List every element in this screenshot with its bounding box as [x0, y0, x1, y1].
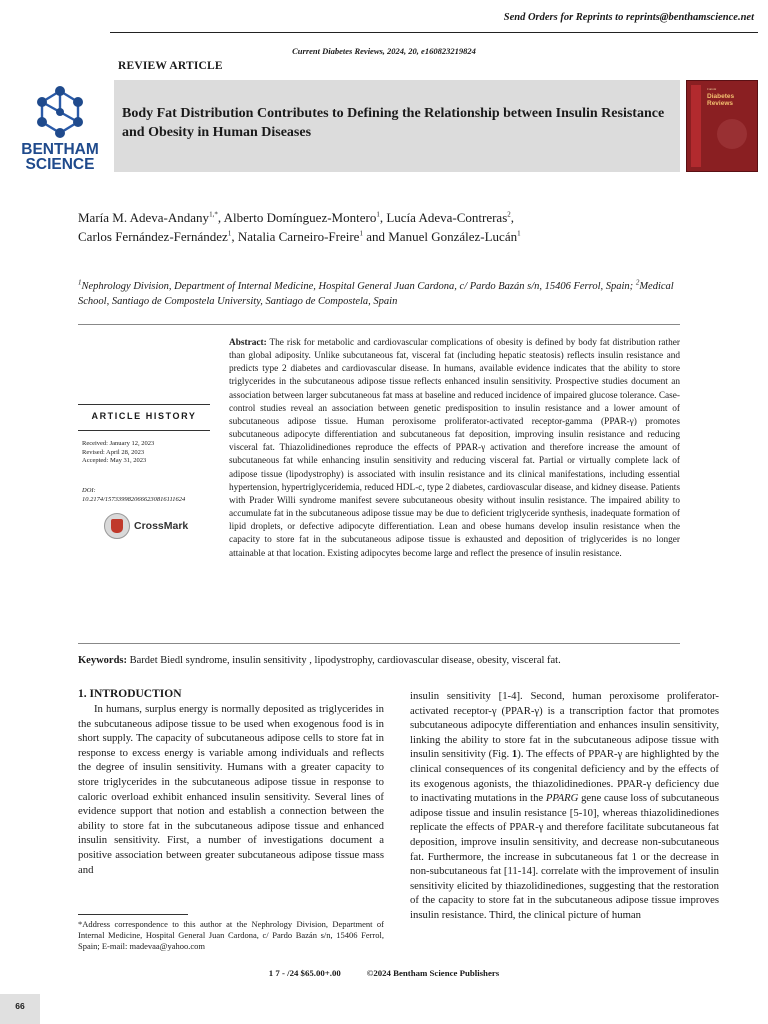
revised-date: Revised: April 28, 2023 — [82, 448, 145, 456]
cover-small-text: Current — [707, 87, 717, 91]
intro-text-b: ). The effects of PPAR-γ are highlighted by the clinical consequences of its congenital deficiency and by the effects of its exogenous agonists, the thiazolidinediones. PPAR-γ deficiency due to inactivating mutations in the — [410, 748, 719, 805]
journal-citation: Current Diabetes Reviews, 2024, 20, e160823219824 — [292, 46, 476, 56]
author-name: Carlos Fernández-Fernández — [78, 229, 228, 244]
article-dates — [82, 440, 154, 466]
author-affiliation-sup: 2 — [507, 210, 511, 219]
correspondence-footnote: *Address correspondence to this author at the Nephrology Division, Department of Internal Medicine, Hospital General Juan Cardona, c/ Pardo Bazán s/n, 15406 Ferrol, Spain; E-mail: madevaa@yahoo.com — [78, 919, 384, 951]
author-affiliation-sup: 1,* — [209, 210, 218, 219]
crossmark-badge[interactable] — [104, 512, 214, 542]
doi-link[interactable]: 10.2174/1573399820666230816111624 — [82, 495, 186, 503]
issn-price: 1 7 - /24 $65.00+.00 — [268, 968, 341, 978]
received-date: Received: January 12, 2023 — [82, 440, 155, 447]
author-name: Natalia Carneiro-Freire — [237, 229, 360, 244]
body-column-left — [78, 702, 384, 877]
cover-title-line1: Diabetes — [707, 93, 735, 100]
crossmark-label: CrossMark — [134, 520, 189, 532]
affiliation-2: Medical School, Santiago de Compostela University, Santiago de Compostela, Spain — [78, 281, 674, 307]
doi-label: DOI: — [82, 487, 96, 494]
body-column-right — [410, 689, 719, 923]
figure-ref[interactable]: 1 — [511, 748, 518, 761]
bentham-science-logo — [12, 82, 108, 172]
keywords-label: Keywords: — [78, 655, 127, 666]
section-heading: 1. INTRODUCTION — [78, 688, 182, 700]
author-name: Alberto Domínguez-Montero — [223, 210, 377, 225]
section-divider — [78, 324, 680, 325]
affiliations — [78, 280, 698, 309]
accepted-date: Accepted: May 31, 2023 — [82, 457, 147, 464]
page-footer — [0, 968, 768, 978]
author-list: María M. Adeva-Andany$^{1,*}$, Alberto Domínguez-Montero$^1$, Lucía Adeva-Contreras$^2$, Carlos Fernández-Fernández$^1$, Natalia Carneiro-Freire$^1$ and Manuel González-Lucán$^1$ — [78, 210, 521, 244]
affiliation-sup: 1 — [78, 278, 82, 287]
cover-strip — [691, 85, 701, 167]
footnote-rule — [78, 914, 188, 915]
intro-text-a: insulin sensitivity [1-4]. Second, human peroxisome proliferator-activated receptor-γ (PPAR-γ) is a transcription factor that promotes subcutaneous adipocyte differentiation and enhances insulin sensitivity, linking the ability to store fat in the subcutaneous adipose tissue with insulin sensitivity (Fig. — [410, 690, 719, 761]
page-number: 66 — [15, 1001, 25, 1011]
intro-paragraph: In humans, surplus energy is normally deposited as triglycerides in the subcutaneous adipose tissue to be used when exogenous food is in short supply. The capacity of subcutaneous adipose cells to store fat in response to excess energy is variable among individuals and reflects the degree of insulin sensitivity. Humans with a greater capacity to store triglycerides in the subcutaneous adipose tissue in response to caloric overload exhibit enhanced insulin sensitivity. Several lines of evidence support that notion and establish a connection between the ability to store fat in the subcutaneous adipose tissue and enhanced insulin sensitivity. First, a number of investigations document a positive association between greater subcutaneous adipose tissue mass and — [78, 703, 384, 876]
keywords-text: Bardet Biedl syndrome, insulin sensitivity , lipodystrophy, cardiovascular disease, obesity, visceral fat. — [129, 655, 561, 666]
author-name: Manuel González-Lucán — [388, 229, 518, 244]
logo-text-science: SCIENCE — [25, 156, 95, 173]
intro-text-c: gene cause loss of subcutaneous adipose tissue and insulin resistance [5-10], whereas thiazolidinediones replicate the effects of PPAR-γ and therefore facilitate subcutaneous fat deposition, improve insulin sensitivity, and decrease non-subcutaneous fat. Furthermore, the increase in subcutaneous fat 1 or the decrease in non-subcutaneous fat [11-14]. correlate with the improvement of insulin sensitivity elicited by thiazolidinediones, suggesting that the restoration of the capacity to store fat in the subcutaneous adipose tissue improves insulin resistance. Third, the clinical picture of human — [410, 792, 719, 921]
article-title: Body Fat Distribution Contributes to Defining the Relationship between Insulin Resistance and Obesity in Human Diseases — [122, 106, 665, 140]
keywords — [78, 655, 688, 666]
copyright: ©2024 Bentham Science Publishers — [366, 968, 500, 978]
logo-text-bentham: BENTHAM — [21, 141, 99, 158]
section-divider — [78, 643, 680, 644]
author-affiliation-sup: 1 — [359, 229, 363, 238]
affiliation-1: Nephrology Division, Department of Internal Medicine, Hospital General Juan Cardona, c/ Pardo Bazán s/n, 15406 Ferrol, Spain; — [81, 281, 636, 292]
abstract-text: The risk for metabolic and cardiovascular complications of obesity is defined by body fat distribution rather than global adiposity. Unlike subcutaneous fat, visceral fat (including hepatic steatosis) reflects insulin resistance and predicts type 2 diabetes and cardiovascular disease. In humans, available evidence indicates that the ability to store triglycerides in the subcutaneous adipose tissue reflects enhanced insulin sensitivity. Prospective studies document an association between larger subcutaneous fat mass at baseline and reduced incidence of impaired glucose tolerance. Case-control studies reveal an association between genetic predisposition to insulin resistance and a lower amount of subcutaneous adipose tissue. Human peroxisome proliferator-activated receptor-gamma (PPAR-γ) promotes subcutaneous adipocyte differentiation and subcutaneous fat deposition, improving insulin resistance and reducing visceral fat. Thiazolidinediones reproduce the effects of PPAR-γ activation and therefore increase the amount of subcutaneous fat while enhancing insulin sensitivity and reducing visceral fat. Partial or virtually complete lack of adipose tissue (lipodystrophy) is associated with insulin resistance and its clinical manifestations, including essential hypertension, hypertriglyceridemia, reduced HDL-c, type 2 diabetes, cardiovascular disease, and kidney disease. Patients with Prader Willi syndrome manifest severe subcutaneous obesity without insulin resistance. The impaired ability to accumulate fat in the subcutaneous adipose tissue may be due to deficient triglyceride synthesis, inadequate formation of lipid droplets, or defective adipocyte differentiation. Lean and obese humans develop insulin resistance when the capacity to store fat in the subcutaneous adipose tissue is exhausted and deposition of triglycerides is no longer attainable at that location. Existing adipocytes become large and reflect the presence of insulin resistance. — [229, 338, 680, 559]
author-affiliation-sup: 1 — [227, 229, 232, 238]
author-affiliation-sup: 1 — [517, 229, 521, 238]
molecule-icon — [12, 82, 108, 140]
affiliation-sup: 2 — [635, 278, 640, 287]
gene-name: PPARG — [545, 792, 579, 805]
article-type: REVIEW ARTICLE — [118, 60, 223, 72]
abstract-label: Abstract: — [229, 338, 267, 348]
author-affiliation-sup: 1 — [376, 210, 380, 219]
journal-cover-thumbnail — [686, 80, 758, 172]
author-name: Lucía Adeva-Contreras — [386, 210, 508, 225]
cover-image — [717, 119, 747, 149]
cover-title — [707, 93, 734, 107]
crossmark-icon — [104, 513, 130, 539]
reprint-notice: Send Orders for Reprints to reprints@benthamscience.net — [503, 12, 754, 23]
abstract — [229, 337, 680, 561]
article-history-title: ARTICLE HISTORY — [91, 411, 197, 421]
author-name: María M. Adeva-Andany — [78, 210, 210, 225]
header-rule — [110, 32, 758, 33]
doi — [82, 487, 185, 504]
cover-title-line2: Reviews — [707, 100, 734, 107]
